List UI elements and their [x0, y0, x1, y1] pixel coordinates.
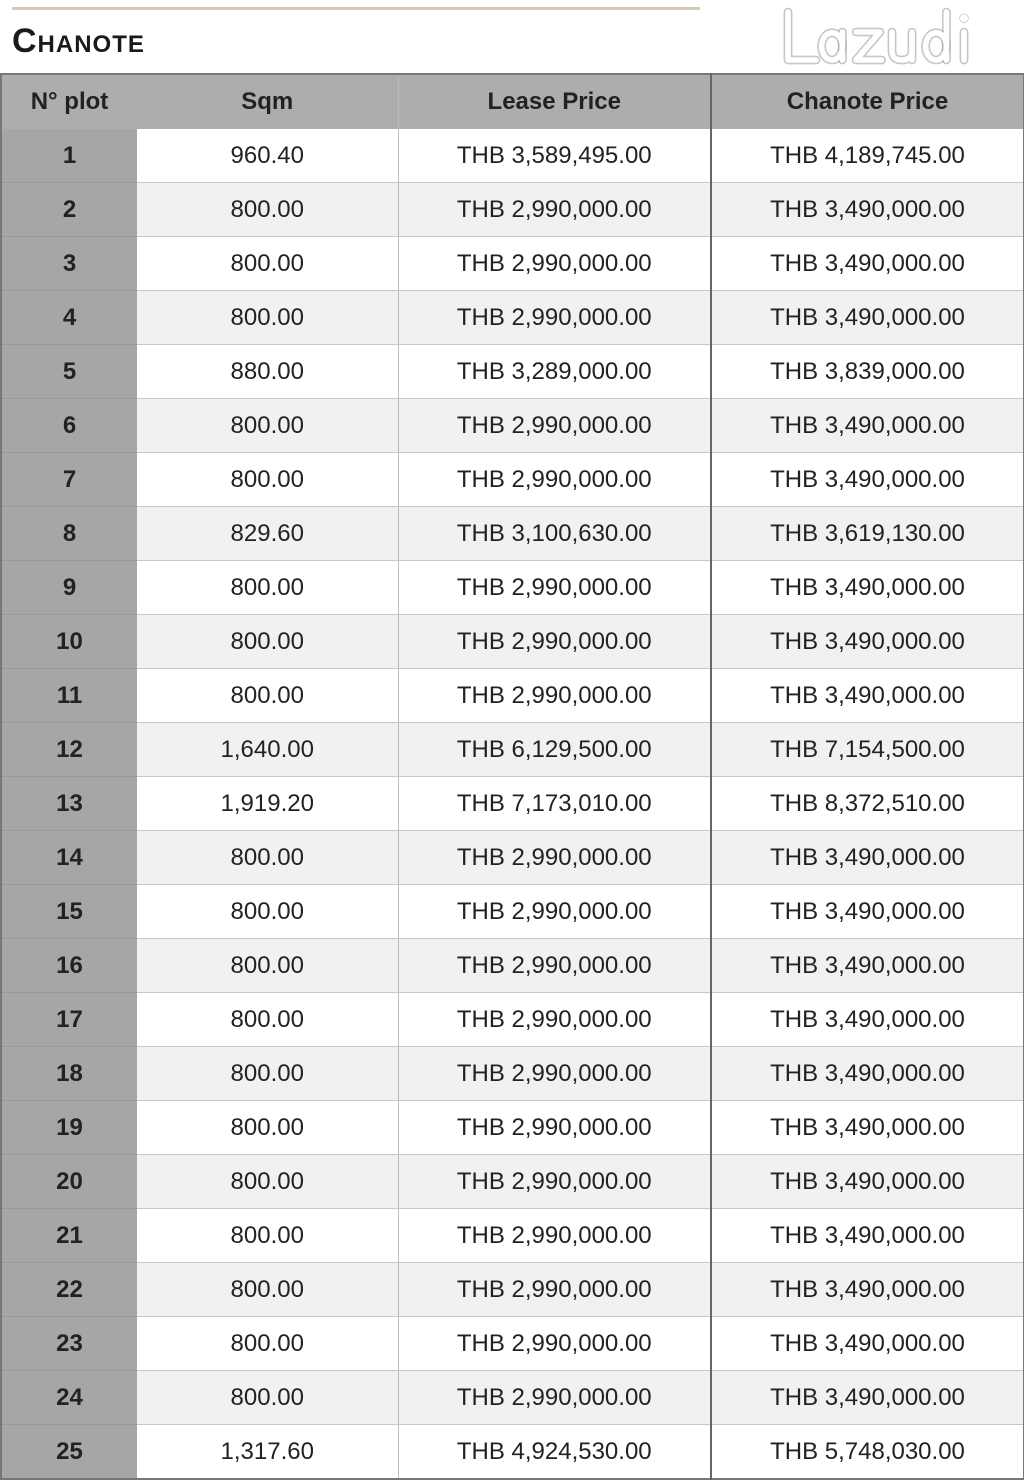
cell-lease-price: THB 2,990,000.00 — [398, 1155, 711, 1209]
cell-plot: 3 — [1, 237, 137, 291]
cell-plot: 1 — [1, 129, 137, 183]
cell-sqm: 800.00 — [137, 1263, 398, 1317]
cell-sqm: 800.00 — [137, 885, 398, 939]
cell-chanote-price: THB 3,839,000.00 — [711, 345, 1024, 399]
cell-plot: 23 — [1, 1317, 137, 1371]
cell-chanote-price: THB 3,619,130.00 — [711, 507, 1024, 561]
cell-lease-price: THB 3,289,000.00 — [398, 345, 711, 399]
table-row — [1, 777, 1024, 831]
table-row — [1, 237, 1024, 291]
cell-sqm: 800.00 — [137, 237, 398, 291]
table-header-row — [1, 74, 1024, 129]
cell-plot: 15 — [1, 885, 137, 939]
cell-plot: 10 — [1, 615, 137, 669]
cell-plot: 9 — [1, 561, 137, 615]
cell-chanote-price: THB 3,490,000.00 — [711, 1371, 1024, 1425]
cell-lease-price: THB 2,990,000.00 — [398, 1047, 711, 1101]
cell-lease-price: THB 4,924,530.00 — [398, 1425, 711, 1480]
decorative-rule — [12, 7, 700, 10]
cell-lease-price: THB 2,990,000.00 — [398, 453, 711, 507]
cell-sqm: 800.00 — [137, 669, 398, 723]
table-row — [1, 1263, 1024, 1317]
table-row — [1, 993, 1024, 1047]
cell-lease-price: THB 3,100,630.00 — [398, 507, 711, 561]
cell-chanote-price: THB 3,490,000.00 — [711, 1047, 1024, 1101]
cell-chanote-price: THB 3,490,000.00 — [711, 561, 1024, 615]
cell-chanote-price: THB 3,490,000.00 — [711, 1155, 1024, 1209]
cell-sqm: 800.00 — [137, 939, 398, 993]
cell-plot: 14 — [1, 831, 137, 885]
cell-lease-price: THB 2,990,000.00 — [398, 237, 711, 291]
cell-sqm: 800.00 — [137, 453, 398, 507]
cell-sqm: 1,317.60 — [137, 1425, 398, 1480]
table-row — [1, 453, 1024, 507]
cell-sqm: 800.00 — [137, 561, 398, 615]
watermark-logo — [760, 4, 1000, 68]
cell-lease-price: THB 6,129,500.00 — [398, 723, 711, 777]
cell-chanote-price: THB 3,490,000.00 — [711, 831, 1024, 885]
cell-plot: 19 — [1, 1101, 137, 1155]
header-plot: N° plot — [1, 74, 137, 129]
plot-price-table — [0, 73, 1024, 1480]
cell-plot: 25 — [1, 1425, 137, 1480]
cell-chanote-price: THB 3,490,000.00 — [711, 291, 1024, 345]
table-row — [1, 831, 1024, 885]
cell-lease-price: THB 2,990,000.00 — [398, 1101, 711, 1155]
cell-sqm: 800.00 — [137, 399, 398, 453]
cell-chanote-price: THB 3,490,000.00 — [711, 1317, 1024, 1371]
table-row — [1, 345, 1024, 399]
cell-sqm: 800.00 — [137, 1371, 398, 1425]
cell-sqm: 1,919.20 — [137, 777, 398, 831]
table-row — [1, 1101, 1024, 1155]
table-row — [1, 1155, 1024, 1209]
cell-chanote-price: THB 4,189,745.00 — [711, 129, 1024, 183]
cell-sqm: 960.40 — [137, 129, 398, 183]
table-row — [1, 1371, 1024, 1425]
cell-chanote-price: THB 3,490,000.00 — [711, 399, 1024, 453]
cell-plot: 22 — [1, 1263, 137, 1317]
cell-plot: 17 — [1, 993, 137, 1047]
cell-lease-price: THB 2,990,000.00 — [398, 615, 711, 669]
cell-sqm: 800.00 — [137, 831, 398, 885]
cell-sqm: 800.00 — [137, 993, 398, 1047]
cell-chanote-price: THB 3,490,000.00 — [711, 615, 1024, 669]
cell-plot: 13 — [1, 777, 137, 831]
table-row — [1, 561, 1024, 615]
table-row — [1, 1047, 1024, 1101]
cell-chanote-price: THB 3,490,000.00 — [711, 993, 1024, 1047]
cell-lease-price: THB 2,990,000.00 — [398, 399, 711, 453]
page-title: Chanote — [12, 22, 145, 60]
cell-plot: 20 — [1, 1155, 137, 1209]
cell-lease-price: THB 2,990,000.00 — [398, 1263, 711, 1317]
cell-chanote-price: THB 3,490,000.00 — [711, 939, 1024, 993]
cell-plot: 8 — [1, 507, 137, 561]
cell-sqm: 1,640.00 — [137, 723, 398, 777]
cell-lease-price: THB 2,990,000.00 — [398, 1317, 711, 1371]
cell-chanote-price: THB 3,490,000.00 — [711, 885, 1024, 939]
table-row — [1, 291, 1024, 345]
table-row — [1, 669, 1024, 723]
cell-plot: 7 — [1, 453, 137, 507]
cell-chanote-price: THB 5,748,030.00 — [711, 1425, 1024, 1480]
cell-chanote-price: THB 3,490,000.00 — [711, 669, 1024, 723]
cell-lease-price: THB 2,990,000.00 — [398, 183, 711, 237]
cell-chanote-price: THB 3,490,000.00 — [711, 1263, 1024, 1317]
cell-chanote-price: THB 3,490,000.00 — [711, 453, 1024, 507]
cell-plot: 6 — [1, 399, 137, 453]
cell-sqm: 800.00 — [137, 1317, 398, 1371]
table-row — [1, 507, 1024, 561]
cell-lease-price: THB 2,990,000.00 — [398, 993, 711, 1047]
cell-lease-price: THB 2,990,000.00 — [398, 561, 711, 615]
cell-sqm: 800.00 — [137, 1101, 398, 1155]
table-row — [1, 723, 1024, 777]
cell-sqm: 800.00 — [137, 1209, 398, 1263]
cell-sqm: 800.00 — [137, 1155, 398, 1209]
cell-chanote-price: THB 3,490,000.00 — [711, 1209, 1024, 1263]
cell-plot: 4 — [1, 291, 137, 345]
cell-plot: 11 — [1, 669, 137, 723]
table-row — [1, 939, 1024, 993]
cell-lease-price: THB 2,990,000.00 — [398, 1371, 711, 1425]
cell-sqm: 800.00 — [137, 615, 398, 669]
cell-plot: 2 — [1, 183, 137, 237]
header-lease-price: Lease Price — [398, 74, 711, 129]
cell-plot: 5 — [1, 345, 137, 399]
cell-lease-price: THB 2,990,000.00 — [398, 939, 711, 993]
cell-plot: 12 — [1, 723, 137, 777]
table-row — [1, 885, 1024, 939]
cell-sqm: 880.00 — [137, 345, 398, 399]
cell-plot: 24 — [1, 1371, 137, 1425]
cell-lease-price: THB 2,990,000.00 — [398, 291, 711, 345]
cell-sqm: 800.00 — [137, 1047, 398, 1101]
cell-lease-price: THB 3,589,495.00 — [398, 129, 711, 183]
cell-plot: 16 — [1, 939, 137, 993]
cell-lease-price: THB 7,173,010.00 — [398, 777, 711, 831]
table-row — [1, 615, 1024, 669]
cell-lease-price: THB 2,990,000.00 — [398, 1209, 711, 1263]
cell-sqm: 829.60 — [137, 507, 398, 561]
table-row — [1, 1317, 1024, 1371]
header-chanote-price: Chanote Price — [711, 74, 1024, 129]
table-row — [1, 1425, 1024, 1480]
cell-chanote-price: THB 8,372,510.00 — [711, 777, 1024, 831]
table-row — [1, 1209, 1024, 1263]
cell-sqm: 800.00 — [137, 183, 398, 237]
cell-chanote-price: THB 3,490,000.00 — [711, 183, 1024, 237]
cell-chanote-price: THB 7,154,500.00 — [711, 723, 1024, 777]
table-row — [1, 129, 1024, 183]
cell-lease-price: THB 2,990,000.00 — [398, 669, 711, 723]
cell-sqm: 800.00 — [137, 291, 398, 345]
table-row — [1, 183, 1024, 237]
cell-plot: 21 — [1, 1209, 137, 1263]
header-sqm: Sqm — [137, 74, 398, 129]
cell-plot: 18 — [1, 1047, 137, 1101]
cell-chanote-price: THB 3,490,000.00 — [711, 1101, 1024, 1155]
cell-lease-price: THB 2,990,000.00 — [398, 885, 711, 939]
cell-chanote-price: THB 3,490,000.00 — [711, 237, 1024, 291]
cell-lease-price: THB 2,990,000.00 — [398, 831, 711, 885]
table-row — [1, 399, 1024, 453]
